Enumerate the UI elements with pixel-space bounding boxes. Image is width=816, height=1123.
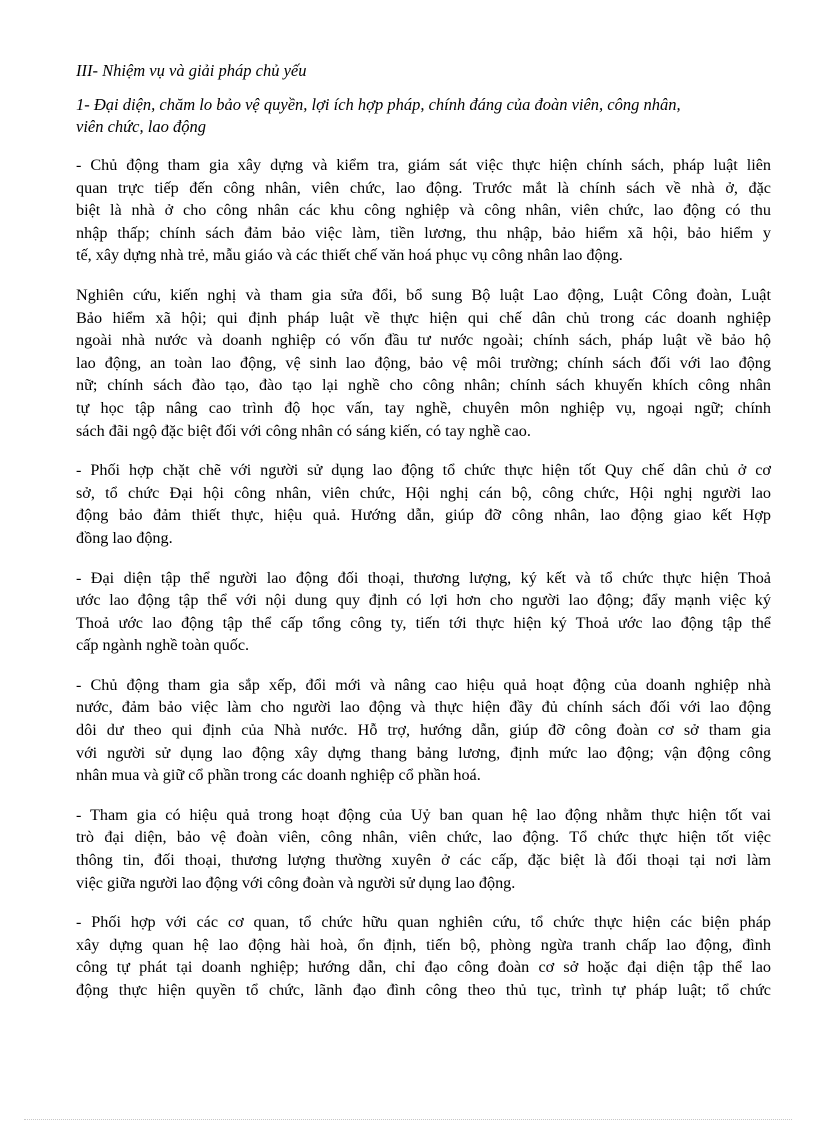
paragraph-line: trò đại diện, bảo vệ đoàn viên, công nhân, viên chức, lao động. Tổ chức thực hiện tốt việc [76,828,771,847]
paragraph-line: - Chủ động tham gia sắp xếp, đổi mới và nâng cao hiệu quả hoạt động của doanh nghiệp nhà [76,675,771,694]
paragraph [76,674,771,787]
paragraph-line: tự học tập nâng cao trình độ học vấn, tay nghề, chuyên môn nghiệp vụ, ngoại ngữ; chính [76,398,771,417]
section-title: III- Nhiệm vụ và giải pháp chủ yếu [76,61,307,80]
paragraph-line: việc giữa người lao động với công đoàn và người sử dụng lao động. [76,873,516,892]
paragraph-line: động bảo đảm thiết thực, hiệu quả. Hướng dẫn, giúp đỡ công nhân, lao động giao kết Hợp [76,506,771,525]
paragraph-line: - Tham gia có hiệu quả trong hoạt động của Uỷ ban quan hệ lao động nhằm thực hiện tốt vai [76,805,771,824]
paragraph-line: cấp ngành nghề toàn quốc. [76,636,250,655]
paragraph-line: biệt là nhà ở cho công nhân các khu công nghiệp và công nhân, viên chức, lao động có thu [76,201,771,220]
paragraph-line: dôi dư theo qui định của Nhà nước. Hỗ trợ, hướng dẫn, giúp đỡ công đoàn cơ sở tham gia [76,721,771,740]
subsection-title-line: viên chức, lao động [76,117,206,136]
paragraph-line: tế, xây dựng nhà trẻ, mẫu giáo và các thiết chế văn hoá phục vụ công nhân lao động. [76,246,623,265]
paragraph [76,284,771,442]
paragraph [76,567,771,657]
paragraph-line: - Đại diện tập thể người lao động đối thoại, thương lượng, ký kết và tổ chức thực hiện Thoả [76,568,771,587]
paragraph-line: nước, đảm bảo việc làm cho người lao động và thực hiện đầy đủ chính sách đối với lao động [76,698,771,717]
paragraph-line: - Phối hợp với các cơ quan, tổ chức hữu quan nghiên cứu, tổ chức thực hiện các biện pháp [76,913,771,932]
subsection-title [76,94,771,138]
paragraph-line: nữ; chính sách đào tạo, đào tạo lại nghề cho công nhân; chính sách khuyến khích công nhân [76,376,771,395]
paragraph-line: thông tin, đối thoại, thương lượng thường xuyên ở các cấp, đặc biệt là đối thoại tại nơi làm [76,851,771,870]
paragraph [76,911,771,1001]
paragraph-line: Thoả ước lao động tập thể cấp tổng công ty, tiến tới thực hiện ký Thoả ước lao động tập thể [76,613,771,632]
subsection-title-line: 1- Đại diện, chăm lo bảo vệ quyền, lợi ích hợp pháp, chính đáng của đoàn viên, công nhân, [76,95,681,114]
paragraph-line: xây dựng quan hệ lao động hài hoà, ổn định, tiến bộ, phòng ngừa tranh chấp lao động, đình [76,935,771,954]
paragraph-line: với người sử dụng lao động xây dựng thang bảng lương, định mức lao động; vận động công [76,743,771,762]
paragraph-line: động thực hiện quyền tổ chức, lãnh đạo đình công theo thủ tục, trình tự pháp luật; tổ chức [76,981,771,999]
paragraph-line: - Phối hợp chặt chẽ với người sử dụng lao động tổ chức thực hiện tốt Quy chế dân chủ ở cơ [76,461,771,480]
paragraph-line: công tự phát tại doanh nghiệp; hướng dẫn, chỉ đạo công đoàn cơ sở hoặc đại diện tập thể lao [76,958,771,977]
paragraph-line: đồng lao động. [76,528,173,547]
paragraph-line: - Chủ động tham gia xây dựng và kiểm tra, giám sát việc thực hiện chính sách, pháp luật liên [76,156,771,174]
paragraph-line: ngoài nhà nước và doanh nghiệp có vốn đầu tư nước ngoài; chính sách, pháp luật về bảo hộ [76,331,771,350]
document-page [76,60,771,1019]
paragraph [76,459,771,549]
paragraph-line: nhân mua và giữ cổ phần trong các doanh nghiệp cổ phần hoá. [76,766,481,785]
paragraph-line: Nghiên cứu, kiến nghị và tham gia sửa đổi, bổ sung Bộ luật Lao động, Luật Công đoàn, Luật [76,285,771,304]
paragraph-line: Bảo hiểm xã hội; qui định pháp luật về thực hiện qui chế dân chủ trong các doanh nghiệp [76,308,771,327]
paragraph-line: ước lao động tập thể với nội dung quy định có lợi hơn cho người lao động; đẩy mạnh việc ký [76,591,771,610]
paragraph-line: sách đãi ngộ đặc biệt đối với công nhân có sáng kiến, có tay nghề cao. [76,421,531,440]
paragraph-line: nhập thấp; chính sách đảm bảo việc làm, tiền lương, thu nhập, bảo hiểm xã hội, bảo hiểm y [76,223,771,242]
paragraph-line: quan trực tiếp đến công nhân, viên chức, lao động. Trước mắt là chính sách về nhà ở, đặc [76,178,771,197]
paragraph-line: sở, tổ chức Đại hội công nhân, viên chức, Hội nghị cán bộ, công chức, Hội nghị người lao [76,483,771,502]
page-bottom-divider [24,1119,792,1120]
paragraph [76,154,771,267]
paragraph-line: lao động, an toàn lao động, vệ sinh lao động, bảo vệ môi trường; chính sách đối với lao động [76,353,771,372]
paragraph [76,804,771,894]
